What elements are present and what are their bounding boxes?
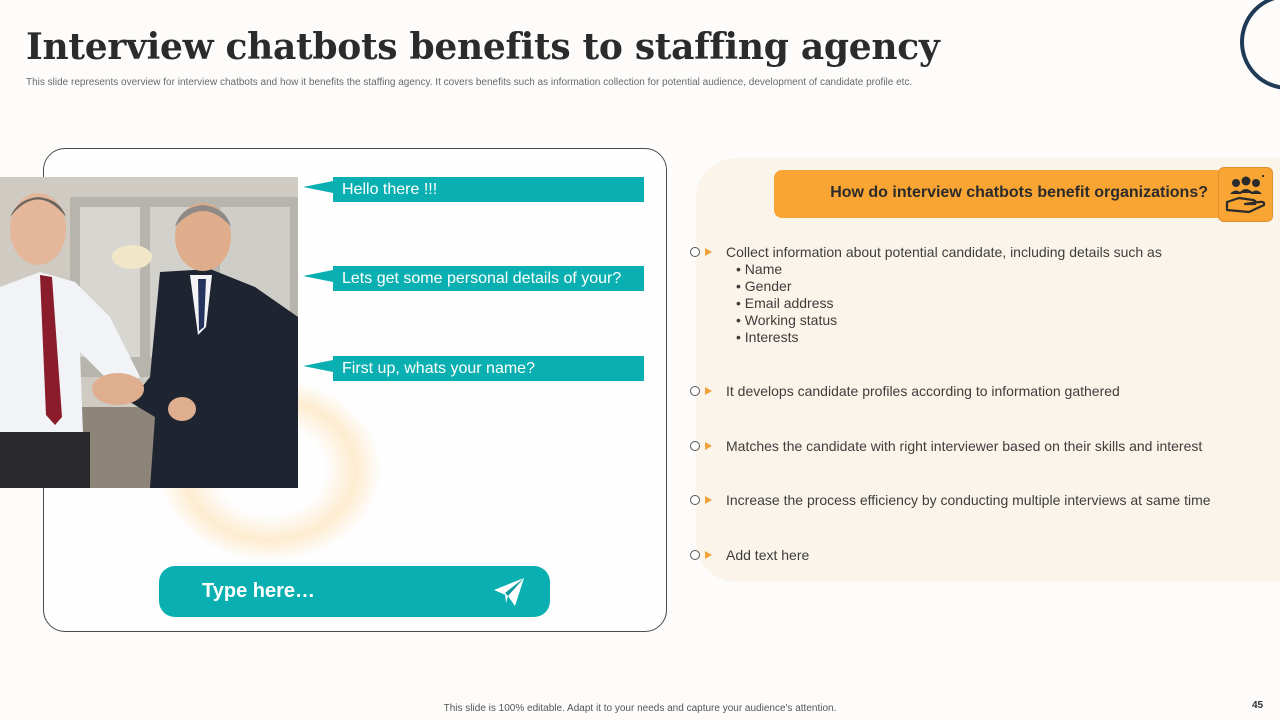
corner-decoration	[1240, 0, 1280, 90]
bullet-arrow-icon	[705, 442, 712, 450]
bullet-arrow-icon	[705, 551, 712, 559]
bullet-circle-icon	[690, 495, 700, 505]
bullet-arrow-icon	[705, 387, 712, 395]
bullet-circle-icon	[690, 550, 700, 560]
sublist-item: • Interests	[736, 329, 799, 345]
handshake-photo-illustration	[0, 177, 298, 488]
paper-plane-icon[interactable]	[493, 577, 525, 607]
benefit-text: Increase the process efficiency by conducting multiple interviews at same time	[726, 492, 1211, 508]
benefit-sublist	[736, 261, 837, 346]
benefit-text: Collect information about potential candidate, including details such as	[726, 244, 1162, 260]
slide-title: Interview chatbots benefits to staffing agency	[26, 26, 940, 68]
page-number: 45	[1252, 700, 1264, 711]
bubble-tail	[303, 270, 333, 282]
chat-input[interactable]	[159, 566, 550, 617]
bubble-tail	[303, 360, 333, 372]
bullet-circle-icon	[690, 386, 700, 396]
benefit-text: Matches the candidate with right interviewer based on their skills and interest	[726, 438, 1203, 454]
slide-footer: This slide is 100% editable. Adapt it to your needs and capture your audience's attention.	[443, 703, 837, 714]
header-icon-box	[1218, 167, 1273, 222]
benefits-panel	[696, 158, 1280, 582]
bullet-circle-icon	[690, 247, 700, 257]
slide-subtitle: This slide represents overview for interview chatbots and how it benefits the staffing agency. It covers benefits such as information collection for potential audience, development of candidate profile etc.	[26, 77, 913, 88]
benefit-text: Add text here	[726, 547, 810, 563]
chat-message: Hello there !!!	[333, 177, 644, 202]
chat-message: Lets get some personal details of your?	[333, 266, 644, 291]
sublist-item: • Working status	[736, 312, 838, 328]
sublist-item: • Name	[736, 261, 783, 277]
bullet-arrow-icon	[705, 496, 712, 504]
sublist-item: • Email address	[736, 295, 834, 311]
bullet-arrow-icon	[705, 248, 712, 256]
hand-with-people-icon	[1219, 168, 1272, 221]
chat-input-placeholder: Type here…	[202, 580, 315, 602]
sublist-item: • Gender	[736, 278, 792, 294]
benefit-text: It develops candidate profiles according to information gathered	[726, 383, 1120, 399]
chat-message: First up, whats your name?	[333, 356, 644, 381]
benefits-heading: How do interview chatbots benefit organizations?	[830, 184, 1208, 201]
bullet-circle-icon	[690, 441, 700, 451]
handshake-photo	[0, 177, 298, 488]
benefits-header	[774, 170, 1220, 218]
bubble-tail	[303, 181, 333, 193]
